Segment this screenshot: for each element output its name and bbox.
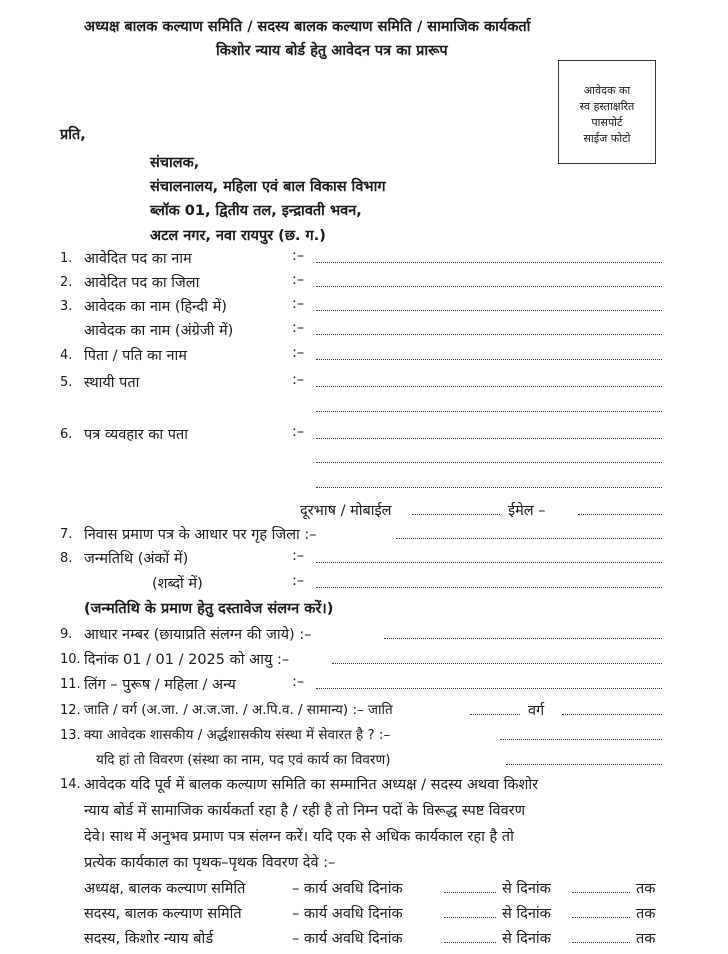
experience-role-member-jjb: सदस्य, किशोर न्याय बोर्ड — [84, 931, 214, 947]
field-label-phone: दूरभाष / मोबाईल — [300, 503, 392, 519]
experience-till-label: तक — [636, 931, 656, 947]
field-number: 10. — [60, 652, 81, 667]
phone-input-line[interactable] — [412, 514, 500, 515]
addressee-line: ब्लॉक 01, द्वितीय तल, इन्द्रावती भवन, — [150, 203, 362, 219]
term-from-date-input-line[interactable] — [444, 917, 496, 918]
addressee-line: संचालनालय, महिला एवं बाल विकास विभाग — [150, 179, 386, 195]
field-label-age: दिनांक 01 / 01 / 2025 को आयु :– — [84, 652, 290, 668]
field-label-dob-digits: जन्मतिथि (अंकों में) — [84, 551, 189, 567]
field-separator: :– — [292, 372, 305, 388]
field-separator: :– — [292, 248, 305, 264]
field-number: 8. — [60, 551, 73, 566]
field-label-govt-employee-details: यदि हां तो विवरण (संस्था का नाम, पद एवं कार्य का विवरण) — [96, 752, 391, 768]
name-english-input-line[interactable] — [316, 334, 662, 335]
field-label-post-district: आवेदित पद का जिला — [84, 275, 200, 291]
home-district-input-line[interactable] — [396, 538, 662, 539]
field-label-name-english: आवेदक का नाम (अंग्रेजी में) — [84, 323, 234, 339]
dob-words-input-line[interactable] — [316, 587, 662, 588]
term-from-date-input-line[interactable] — [444, 942, 496, 943]
experience-term-label: – कार्य अवधि दिनांक — [292, 881, 403, 897]
field-separator: :– — [292, 345, 305, 361]
field-number: 14. — [60, 777, 81, 792]
field-label-correspondence-address: पत्र व्यवहार का पता — [84, 427, 189, 443]
field-label-email: ईमेल – — [508, 503, 546, 519]
experience-instruction-line: न्याय बोर्ड में सामाजिक कार्यकर्ता रहा है / रही है तो निम्न पदों के विरूद्ध स्पष्ट विवरण — [84, 803, 526, 819]
term-to-date-input-line[interactable] — [572, 917, 630, 918]
experience-role-member-cwc: सदस्य, बालक कल्याण समिति — [84, 906, 242, 922]
field-separator: :– — [292, 573, 305, 589]
field-label-gender: लिंग – पुरूष / महिला / अन्य — [84, 677, 236, 693]
experience-to-label: से दिनांक — [502, 931, 551, 947]
form-heading-line2: किशोर न्याय बोर्ड हेतु आवेदन पत्र का प्रारूप — [216, 43, 448, 59]
experience-till-label: तक — [636, 881, 656, 897]
field-label-permanent-address: स्थायी पता — [84, 375, 140, 391]
field-number: 7. — [60, 527, 73, 542]
field-number: 13. — [60, 728, 81, 743]
post-name-input-line[interactable] — [316, 262, 662, 263]
field-label-aadhaar: आधार नम्बर (छायाप्रति संलग्न की जाये) :– — [84, 627, 312, 643]
field-separator: :– — [292, 320, 305, 336]
experience-till-label: तक — [636, 906, 656, 922]
field-label-name-hindi: आवेदक का नाम (हिन्दी में) — [84, 299, 227, 315]
correspondence-address-input-line-3[interactable] — [316, 487, 662, 488]
field-label-father-husband-name: पिता / पति का नाम — [84, 348, 187, 364]
photo-box-line: पासपोर्ट — [591, 116, 623, 129]
field-label-dob-words: (शब्दों में) — [152, 576, 203, 592]
permanent-address-input-line-2[interactable] — [316, 411, 662, 412]
field-number: 12. — [60, 703, 81, 718]
field-label-category: वर्ग — [528, 703, 545, 719]
email-input-line[interactable] — [578, 514, 662, 515]
experience-term-label: – कार्य अवधि दिनांक — [292, 906, 403, 922]
addressee-line: अटल नगर, नवा रायपुर (छ. ग.) — [150, 228, 326, 244]
aadhaar-input-line[interactable] — [384, 638, 662, 639]
field-number: 3. — [60, 299, 73, 314]
experience-instruction-line: आवेदक यदि पूर्व में बालक कल्याण समिति का सम्मानित अध्यक्ष / सदस्य अथवा किशोर — [84, 777, 539, 793]
field-separator: :– — [292, 424, 305, 440]
term-to-date-input-line[interactable] — [572, 942, 630, 943]
field-number: 2. — [60, 275, 73, 290]
category-input-line[interactable] — [562, 714, 662, 715]
field-number: 5. — [60, 375, 73, 390]
permanent-address-input-line[interactable] — [316, 386, 662, 387]
field-label-govt-employee: क्या आवेदक शासकीय / अर्द्धशासकीय संस्था में सेवारत है ? :– — [84, 727, 391, 743]
photo-box-line: स्व हस्ताक्षरित — [579, 100, 635, 113]
photo-box-line: आवेदक का — [583, 84, 631, 97]
field-label-home-district: निवास प्रमाण पत्र के आधार पर गृह जिला :– — [84, 527, 317, 543]
correspondence-address-input-line[interactable] — [316, 438, 662, 439]
gender-input-line[interactable] — [316, 688, 662, 689]
field-label-caste: जाति / वर्ग (अ.जा. / अ.ज.जा. / अ.पि.व. / सामान्य) :– जाति — [84, 702, 393, 718]
caste-input-line[interactable] — [470, 714, 520, 715]
field-number: 9. — [60, 627, 73, 642]
photo-box-line: साईज फोटो — [583, 132, 631, 145]
experience-to-label: से दिनांक — [502, 881, 551, 897]
passport-photo-box[interactable] — [558, 60, 656, 164]
govt-employee-details-input-line[interactable] — [506, 764, 662, 765]
field-separator: :– — [292, 272, 305, 288]
field-number: 11. — [60, 677, 81, 692]
field-label-post-name: आवेदित पद का नाम — [84, 251, 192, 267]
father-husband-name-input-line[interactable] — [316, 359, 662, 360]
name-hindi-input-line[interactable] — [316, 310, 662, 311]
term-to-date-input-line[interactable] — [572, 892, 630, 893]
govt-employee-input-line[interactable] — [500, 739, 662, 740]
experience-role-chairperson-cwc: अध्यक्ष, बालक कल्याण समिति — [84, 881, 246, 897]
field-separator: :– — [292, 548, 305, 564]
dob-digits-input-line[interactable] — [316, 562, 662, 563]
correspondence-address-input-line-2[interactable] — [316, 462, 662, 463]
field-number: 6. — [60, 427, 73, 442]
salutation: प्रति, — [60, 127, 86, 143]
experience-term-label: – कार्य अवधि दिनांक — [292, 931, 403, 947]
experience-to-label: से दिनांक — [502, 906, 551, 922]
addressee-line: संचालक, — [150, 155, 200, 171]
field-separator: :– — [292, 296, 305, 312]
term-from-date-input-line[interactable] — [444, 892, 496, 893]
dob-proof-note: (जन्मतिथि के प्रमाण हेतु दस्तावेज संलग्न करें।) — [84, 601, 334, 617]
experience-instruction-line: प्रत्येक कार्यकाल का पृथक–पृथक विवरण देवे :– — [84, 855, 336, 871]
field-number: 4. — [60, 348, 73, 363]
post-district-input-line[interactable] — [316, 286, 662, 287]
experience-instruction-line: देवे। साथ में अनुभव प्रमाण पत्र संलग्न करें। यदि एक से अधिक कार्यकाल रहा है तो — [84, 829, 514, 845]
field-number: 1. — [60, 251, 73, 266]
form-heading-line1: अध्यक्ष बालक कल्याण समिति / सदस्य बालक कल्याण समिति / सामाजिक कार्यकर्ता — [84, 19, 531, 35]
field-separator: :– — [292, 674, 305, 690]
age-input-line[interactable] — [332, 663, 662, 664]
